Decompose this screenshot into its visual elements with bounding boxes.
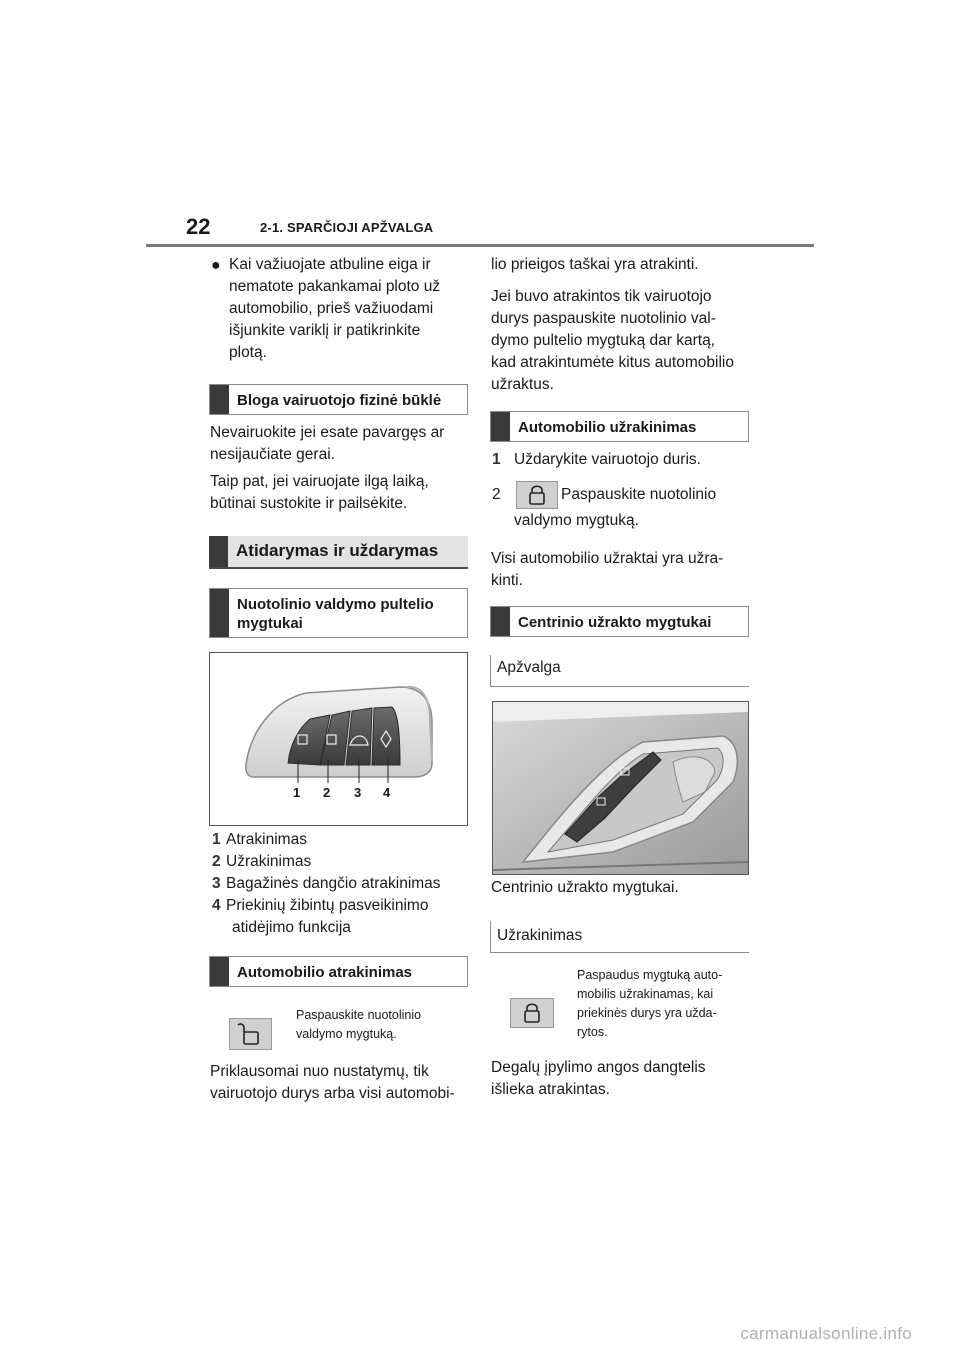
key-label-3: 3: [354, 785, 362, 800]
image-caption: Centrinio užrakto mygtukai.: [491, 879, 679, 896]
paragraph-all-locked: Visi automobilio užraktai yra užra- kinti.: [491, 550, 724, 589]
unlock-button-icon: [229, 1018, 272, 1050]
key-fob-drawing: [210, 653, 467, 825]
lock-button-icon: [516, 481, 558, 509]
lock-note: Paspaudus mygtuką auto- mobilis užrakinamas, kai priekinės durys yra užda- rytos.: [577, 968, 723, 1039]
section-unlock: Automobilio atrakinimas: [209, 956, 468, 987]
step-2-text-cont: valdymo mygtuką.: [514, 512, 639, 529]
step-2-text: Paspauskite nuotolinio: [561, 486, 717, 503]
bullet-icon: ●: [211, 257, 221, 274]
paragraph-fuel-flap: Degalų įpylimo angos dangtelis išlieka atrakintas.: [491, 1059, 706, 1098]
list-item: 4 Priekinių žibintų pasveikinimo atidėjimo funkcija: [212, 897, 429, 936]
subheading-overview: Apžvalga: [490, 655, 749, 687]
door-buttons-illustration: [492, 701, 749, 875]
page-number: 22: [186, 214, 211, 239]
section-header: 2-1. SPARČIOJI APŽVALGA: [260, 220, 434, 235]
list-item: 3 Bagažinės dangčio atrakinimas: [212, 875, 441, 892]
bullet-paragraph: Kai važiuojate atbuline eiga ir nematote pakankamai ploto už automobilio, prieš važiuodami išjunkite variklį ir patikrinkite plotą.: [229, 256, 441, 361]
door-buttons-drawing: [493, 702, 748, 874]
step-1: 1 Uždarykite vairuotojo duris.: [492, 451, 701, 468]
section-remote-buttons: Nuotolinio valdymo pultelio mygtukai: [209, 588, 468, 638]
button-list: [212, 829, 472, 939]
list-item: 2 Užrakinimas: [212, 853, 312, 870]
central-lock-button-icon: [510, 998, 554, 1028]
paragraph-tired: Nevairuokite jei esate pavargęs ar nesijaučiate gerai.: [210, 424, 445, 463]
step-2-number: 2: [492, 486, 501, 503]
header-rule: [146, 244, 814, 247]
paragraph-settings: Priklausomai nuo nustatymų, tik vairuotojo durys arba visi automobi-: [210, 1063, 455, 1102]
paragraph-rest: Taip pat, jei vairuojate ilgą laiką, būtinai sustokite ir pailsėkite.: [210, 473, 429, 512]
section-physical-condition: Bloga vairuotojo fizinė būklė: [209, 384, 468, 415]
key-fob-illustration: [209, 652, 468, 826]
subheading-lock: Užrakinimas: [490, 921, 749, 953]
paragraph-access-points: lio prieigos taškai yra atrakinti. Jei buvo atrakintos tik vairuotojo durys paspauskite nuotolinio val- dymo pultelio mygtuką dar kartą, kad atrakintumėte kitus automobilio užraktus.: [491, 256, 734, 393]
main-heading: Atidarymas ir uždarymas: [209, 536, 468, 569]
unlock-note: Paspauskite nuotolinio valdymo mygtuką.: [296, 1008, 422, 1041]
key-label-4: 4: [383, 785, 391, 800]
key-label-2: 2: [323, 785, 331, 800]
list-item: 1 Atrakinimas: [212, 831, 307, 848]
section-lock: Automobilio užrakinimas: [490, 411, 749, 442]
watermark: carmanualsonline.info: [740, 1324, 912, 1343]
key-label-1: 1: [293, 785, 301, 800]
section-central-lock: Centrinio užrakto mygtukai: [490, 606, 749, 637]
